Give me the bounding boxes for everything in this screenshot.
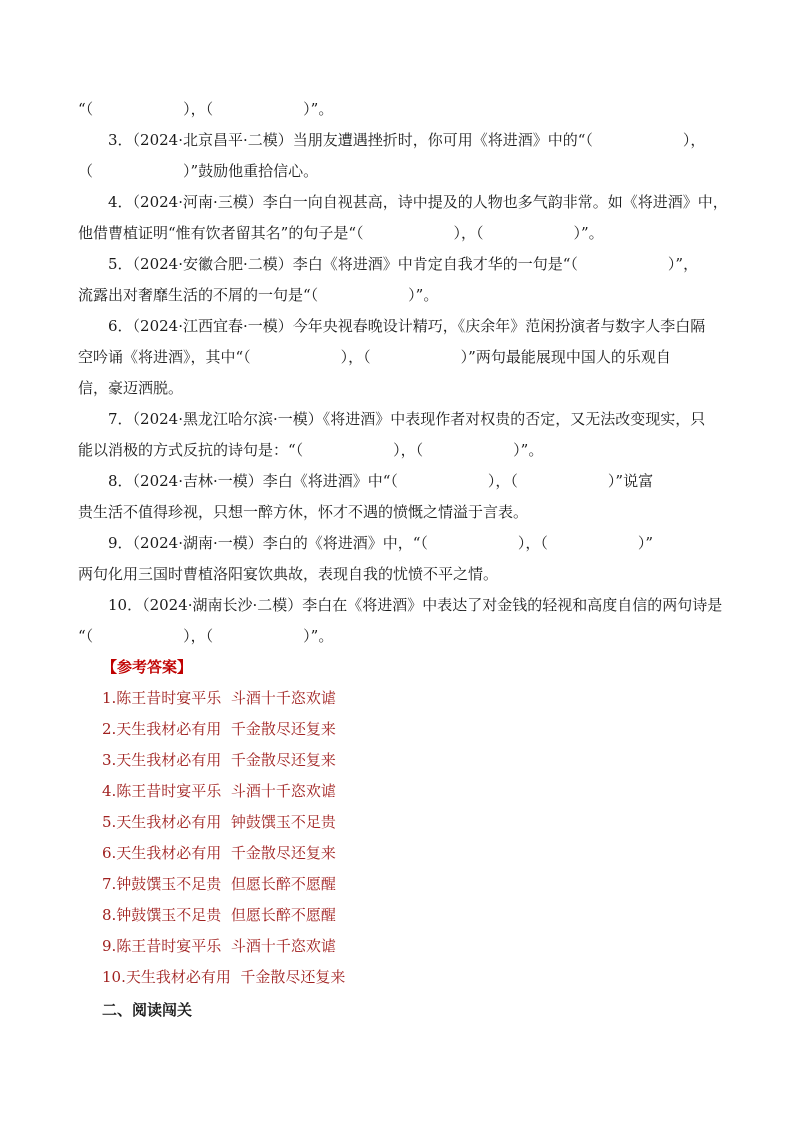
question-3-line-1: 3．（2024·北京昌平·二模）当朋友遭遇挫折时，你可用《将进酒》中的“（ ）， (108, 131, 706, 149)
question-8-line-2: 贵生活不值得珍视，只想一醉方休，怀才不遇的愤慨之情溢于言表。 (78, 503, 529, 521)
question-3-line-2: （ ）”鼓励他重拾信心。 (78, 162, 319, 180)
question-6-line-3: 信，豪迈洒脱。 (78, 379, 184, 397)
answer-2: 2.天生我材必有用 千金散尽还复来 (102, 720, 336, 738)
answer-9: 9.陈王昔时宴平乐 斗酒十千恣欢谑 (102, 937, 336, 955)
question-5-line-2: 流露出对奢靡生活的不屑的一句是“（ ）”。 (78, 286, 439, 304)
question-9-line-2: 两句化用三国时曹植洛阳宴饮典故，表现自我的忧愤不平之情。 (78, 565, 499, 583)
question-9-line-1: 9．（2024·湖南·一模）李白的《将进酒》中，“（ ），（ ）” (108, 534, 654, 552)
answer-10: 10.天生我材必有用 千金散尽还复来 (102, 968, 346, 986)
question-4-line-2: 他借曹植证明“惟有饮者留其名”的句子是“（ ），（ ）”。 (78, 224, 604, 242)
question-7-line-1: 7．（2024·黑龙江哈尔滨·一模）《将进酒》中表现作者对权贵的否定，又无法改变现实，只 (108, 410, 706, 428)
question-10-line-2: “（ ），（ ）”。 (78, 627, 334, 645)
question-10-line-1: 10．（2024·湖南长沙·二模）李白在《将进酒》中表达了对金钱的轻视和高度自信的两句诗是 (108, 596, 723, 614)
section-heading-reading: 二、阅读闯关 (102, 1001, 193, 1019)
question-5-line-1: 5．（2024·安徽合肥·二模）李白《将进酒》中肯定自我才华的一句是“（ ）”， (108, 255, 699, 273)
question-6-line-1: 6．（2024·江西宜春·一模）今年央视春晚设计精巧，《庆余年》范闲扮演者与数字人李白隔 (108, 317, 706, 335)
answer-3: 3.天生我材必有用 千金散尽还复来 (102, 751, 336, 769)
question-7-line-2: 能以消极的方式反抗的诗句是：“（ ），（ ）”。 (78, 441, 544, 459)
question-8-line-1: 8．（2024·吉林·一模）李白《将进酒》中“（ ），（ ）”说富 (108, 472, 654, 490)
answer-4: 4.陈王昔时宴平乐 斗酒十千恣欢谑 (102, 782, 336, 800)
question-6-line-2: 空吟诵《将进酒》，其中“（ ），（ ）”两句最能展现中国人的乐观自 (78, 348, 671, 366)
answers-heading: 【参考答案】 (102, 658, 193, 676)
question-2-line-2: “（ ），（ ）”。 (78, 100, 334, 118)
page-content (78, 94, 728, 1026)
answer-6: 6.天生我材必有用 千金散尽还复来 (102, 844, 336, 862)
answer-7: 7.钟鼓馔玉不足贵 但愿长醉不愿醒 (102, 875, 336, 893)
answer-1: 1.陈王昔时宴平乐 斗酒十千恣欢谑 (102, 689, 336, 707)
answer-5: 5.天生我材必有用 钟鼓馔玉不足贵 (102, 813, 336, 831)
question-4-line-1: 4．（2024·河南·三模）李白一向自视甚高，诗中提及的人物也多气韵非常。如《将进酒》中， (108, 193, 728, 211)
answer-8: 8.钟鼓馔玉不足贵 但愿长醉不愿醒 (102, 906, 336, 924)
